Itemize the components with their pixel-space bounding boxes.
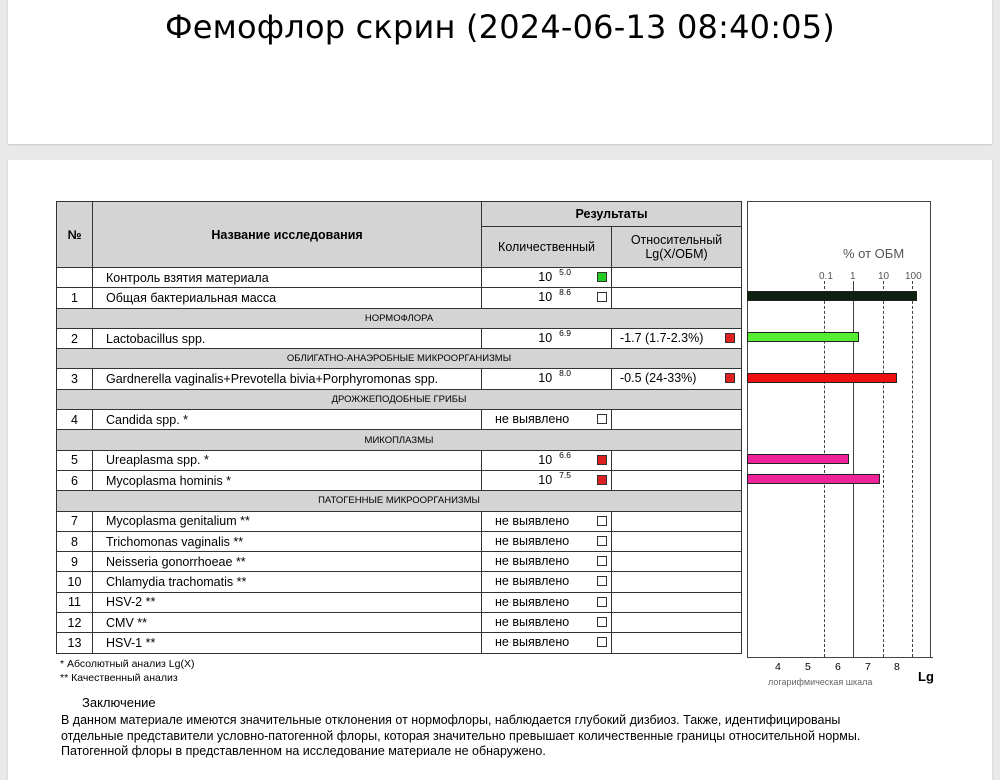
table-row: [57, 369, 742, 389]
lg-tick-5: 5: [805, 661, 811, 673]
section-label: ПАТОГЕННЫЕ МИКРООРГАНИЗМЫ: [57, 491, 742, 511]
footnote-quality: ** Качественный анализ: [60, 672, 178, 684]
table-row: [57, 592, 742, 612]
quantitative-cell: [482, 613, 612, 633]
row-number: 3: [57, 369, 93, 389]
chart-bar: [747, 291, 917, 301]
table-row: [57, 268, 742, 288]
chart-axis-label: Lg: [918, 669, 934, 684]
row-number: 11: [57, 592, 93, 612]
pct-tick-10: 10: [878, 271, 890, 282]
table-row: [57, 572, 742, 592]
quantity-base: 10: [538, 290, 553, 305]
quantity-exponent: 8.6: [559, 287, 571, 298]
header-row-1: [57, 202, 742, 227]
section-row: [57, 308, 742, 328]
test-name: Candida spp. *: [93, 410, 482, 430]
quantitative-cell: [482, 572, 612, 592]
relative-cell: [612, 633, 742, 653]
quantity-value: [538, 267, 571, 284]
section-row: [57, 389, 742, 409]
conclusion-text: В данном материале имеются значительные отклонения от нормофлоры, наблюдается глубокий дизбиоз. Также, идентифицированы отдельные представители условно-патогенной флоры, которая значительно превышает количественные границы относительной нормы. Патогенной флоры в представленном на исследование материале не обнаружено.: [61, 713, 861, 758]
relative-cell: [612, 470, 742, 490]
relative-cell: [612, 288, 742, 308]
table-row: [57, 531, 742, 551]
test-name: Lactobacillus spp.: [93, 328, 482, 348]
quantitative-cell: [482, 511, 612, 531]
row-number: 6: [57, 470, 93, 490]
quantity-exponent: 5.0: [559, 267, 571, 277]
quantity-text: не выявлено: [495, 594, 570, 609]
quantity-base: 10: [538, 371, 553, 386]
pct-tick-0.1: 0.1: [819, 271, 833, 282]
quantity-value: [538, 470, 571, 487]
quantity-base: 10: [538, 270, 553, 284]
table-row: [57, 633, 742, 653]
test-name: Trichomonas vaginalis **: [93, 531, 482, 551]
row-number: 5: [57, 450, 93, 470]
quantity-base: 10: [538, 472, 553, 487]
quantity-text: не выявлено: [495, 412, 570, 427]
relative-cell: [612, 572, 742, 592]
test-name: Neisseria gonorrhoeae **: [93, 552, 482, 572]
quantitative-cell: [482, 410, 612, 430]
table-row: [57, 450, 742, 470]
log-chart: [747, 201, 937, 659]
status-marker: [597, 576, 607, 586]
test-name: Mycoplasma hominis *: [93, 470, 482, 490]
header-results: Результаты: [482, 202, 742, 227]
pct-tick-1: 1: [850, 271, 856, 282]
row-number: 1: [57, 288, 93, 308]
test-name: Gardnerella vaginalis+Prevotella bivia+Porphyromonas spp.: [93, 369, 482, 389]
relative-cell: [612, 328, 742, 348]
quantity-base: 10: [538, 330, 553, 345]
row-number: 10: [57, 572, 93, 592]
table-row: [57, 613, 742, 633]
row-number: 4: [57, 410, 93, 430]
quantity-value: [538, 328, 571, 345]
header-quant: Количественный: [482, 227, 612, 268]
test-name: HSV-2 **: [93, 592, 482, 612]
status-marker: [597, 637, 607, 647]
test-name: HSV-1 **: [93, 633, 482, 653]
status-marker: [597, 617, 607, 627]
quantity-text: не выявлено: [495, 533, 570, 548]
chart-bar: [747, 332, 859, 342]
lg-tick-6: 6: [835, 661, 841, 673]
quantitative-cell: [482, 552, 612, 572]
pct-tick-100: 100: [905, 271, 922, 282]
quantitative-cell: [482, 268, 612, 288]
section-row: [57, 349, 742, 369]
relative-value: -0.5 (24-33%): [620, 371, 697, 386]
test-name: Chlamydia trachomatis **: [93, 572, 482, 592]
header-rel-line2: Lg(X/ОБМ): [645, 247, 708, 261]
row-number: 2: [57, 328, 93, 348]
relative-cell: [612, 410, 742, 430]
relative-cell: [612, 369, 742, 389]
page-title: Фемофлор скрин (2024-06-13 08:40:05): [165, 8, 835, 46]
quantity-text: не выявлено: [495, 554, 570, 569]
quantitative-cell: [482, 450, 612, 470]
table-row: [57, 511, 742, 531]
chart-title: % от ОБМ: [843, 246, 905, 261]
section-label: МИКОПЛАЗМЫ: [57, 430, 742, 450]
row-number: 9: [57, 552, 93, 572]
status-marker: [597, 272, 607, 282]
row-number: 12: [57, 613, 93, 633]
chart-frame: [747, 201, 931, 657]
quantitative-cell: [482, 531, 612, 551]
test-name: Общая бактериальная масса: [93, 288, 482, 308]
table-row: [57, 410, 742, 430]
quantitative-cell: [482, 328, 612, 348]
lg-tick-7: 7: [865, 661, 871, 673]
quantity-exponent: 6.9: [559, 328, 571, 338]
section-label: ОБЛИГАТНО-АНАЭРОБНЫЕ МИКРООРГАНИЗМЫ: [57, 349, 742, 369]
relative-cell: [612, 511, 742, 531]
quantity-text: не выявлено: [495, 635, 570, 650]
row-number: 7: [57, 511, 93, 531]
footnote-absolute: * Абсолютный анализ Lg(X): [60, 658, 195, 670]
quantitative-cell: [482, 369, 612, 389]
quantitative-cell: [482, 288, 612, 308]
status-marker: [597, 414, 607, 424]
quantity-text: не выявлено: [495, 513, 570, 528]
chart-axis: [747, 657, 933, 658]
relative-cell: [612, 552, 742, 572]
quantity-exponent: 8.0: [559, 368, 571, 379]
table-row: [57, 288, 742, 308]
section-row: [57, 491, 742, 511]
header-rel-line1: Относительный: [630, 233, 723, 247]
table-row: [57, 552, 742, 572]
header-name: Название исследования: [93, 202, 482, 268]
grid-line-10: [883, 281, 884, 657]
quantitative-cell: [482, 592, 612, 612]
test-name: CMV **: [93, 613, 482, 633]
relative-status-marker: [725, 333, 735, 343]
status-marker: [597, 516, 607, 526]
relative-cell: [612, 450, 742, 470]
relative-cell: [612, 613, 742, 633]
status-marker: [597, 292, 607, 302]
row-number: [57, 268, 93, 288]
status-marker: [597, 455, 607, 465]
row-number: 8: [57, 531, 93, 551]
chart-xlabel: логарифмическая шкала: [768, 677, 873, 687]
conclusion-heading: Заключение: [82, 695, 156, 710]
relative-cell: [612, 531, 742, 551]
status-marker: [597, 556, 607, 566]
status-marker: [597, 475, 607, 485]
lg-tick-8: 8: [894, 661, 900, 673]
section-label: НОРМОФЛОРА: [57, 308, 742, 328]
test-name: Контроль взятия материала: [93, 268, 482, 288]
quantity-value: [538, 450, 571, 467]
section-label: ДРОЖЖЕПОДОБНЫЕ ГРИБЫ: [57, 389, 742, 409]
relative-cell: [612, 268, 742, 288]
quantitative-cell: [482, 633, 612, 653]
quantity-base: 10: [538, 452, 553, 467]
quantity-value: [538, 287, 571, 305]
table-row: [57, 470, 742, 490]
lg-tick-4: 4: [775, 661, 781, 673]
quantity-exponent: 7.5: [559, 470, 571, 480]
header-rel: [612, 227, 742, 268]
test-name: Ureaplasma spp. *: [93, 450, 482, 470]
chart-bar: [747, 474, 880, 484]
quantity-value: [538, 368, 571, 386]
quantity-exponent: 6.6: [559, 450, 571, 460]
title-card: [8, 0, 992, 144]
relative-cell: [612, 592, 742, 612]
header-num: №: [57, 202, 93, 268]
chart-bar: [747, 373, 897, 383]
quantity-text: не выявлено: [495, 574, 570, 589]
test-name: Mycoplasma genitalium **: [93, 511, 482, 531]
quantitative-cell: [482, 470, 612, 490]
chart-bar: [747, 454, 849, 464]
status-marker: [597, 536, 607, 546]
results-table: [56, 201, 742, 654]
section-row: [57, 430, 742, 450]
grid-line-100: [912, 281, 913, 657]
table-row: [57, 328, 742, 348]
status-marker: [597, 597, 607, 607]
quantity-text: не выявлено: [495, 615, 570, 630]
relative-value: -1.7 (1.7-2.3%): [620, 330, 704, 345]
relative-status-marker: [725, 373, 735, 383]
row-number: 13: [57, 633, 93, 653]
